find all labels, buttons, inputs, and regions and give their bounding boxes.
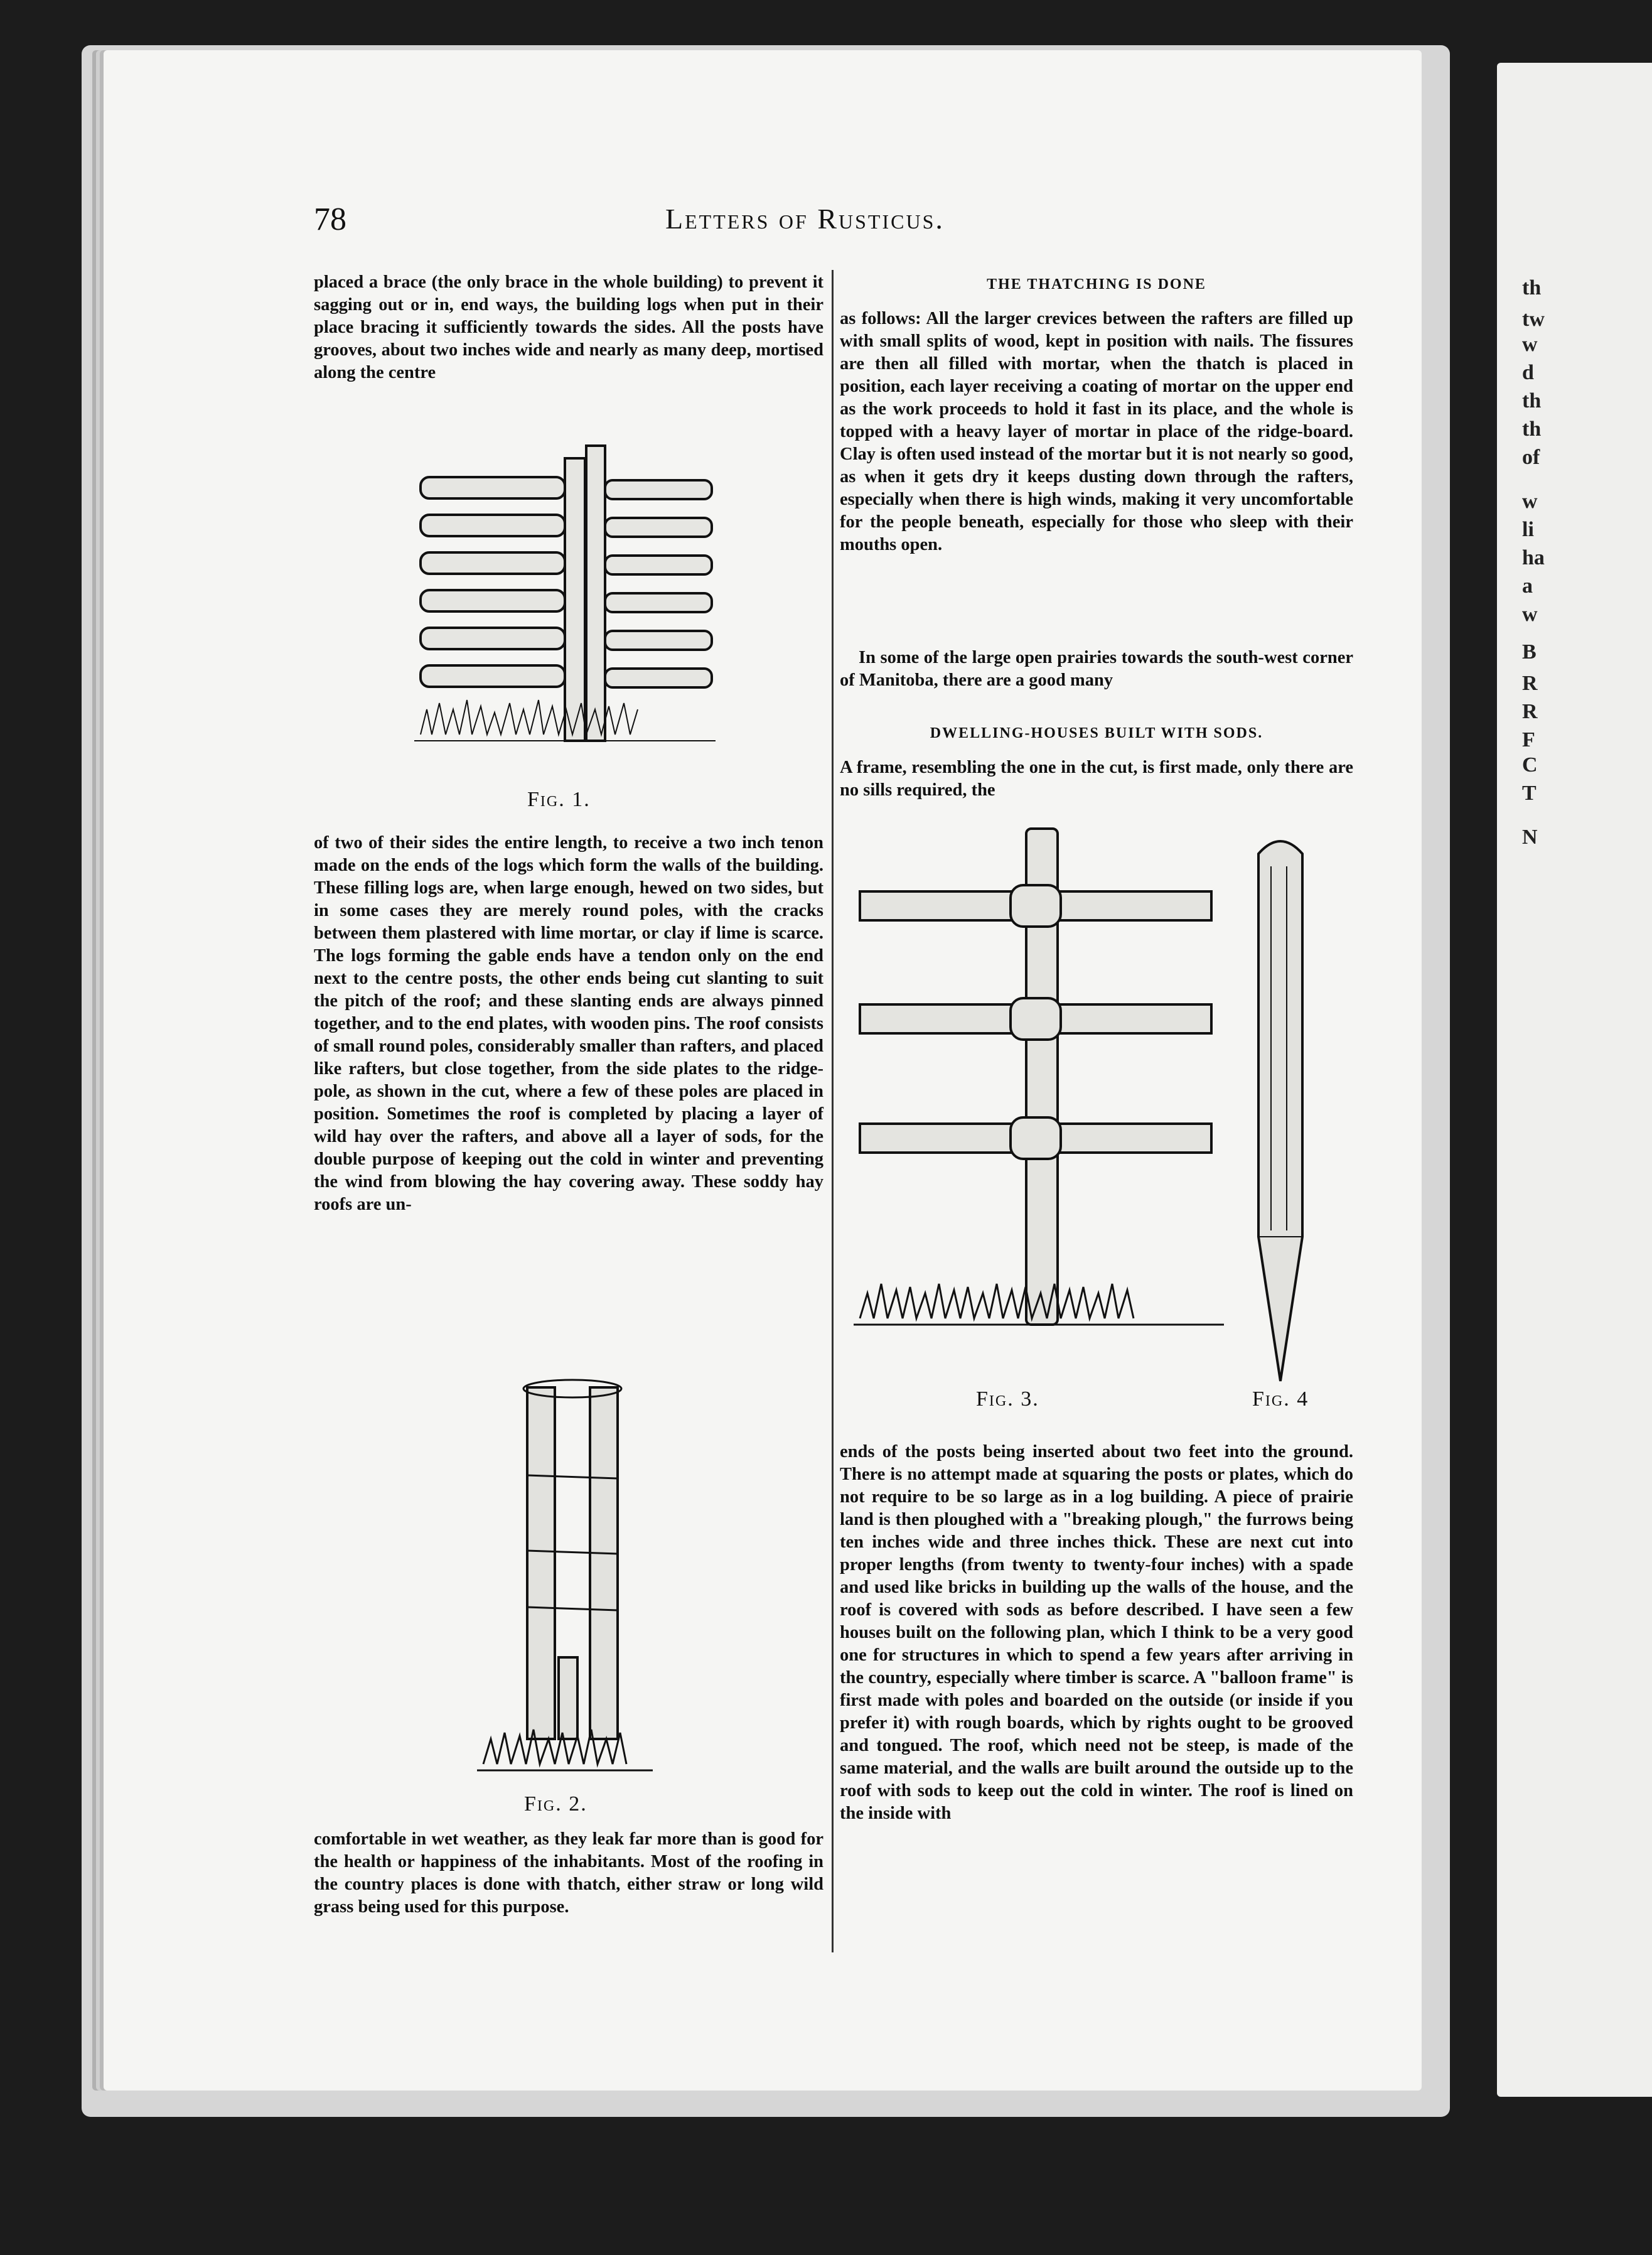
section-heading-thatching: THE THATCHING IS DONE <box>987 276 1206 293</box>
facing-page-text-fragment: d <box>1522 361 1534 384</box>
facing-page-text-fragment: w <box>1522 333 1538 356</box>
right-paragraph-3: A frame, resembling the one in the cut, is first made, only there are no sills required, the <box>840 758 1353 800</box>
facing-page-text-fragment: F <box>1522 728 1535 751</box>
running-head: Letters of Rusticus. <box>665 203 945 235</box>
facing-page-text-fragment: th <box>1522 276 1542 299</box>
figure-4-caption: Fig. 4 <box>1252 1387 1309 1411</box>
right-paragraph-2: In some of the large open prairies towards the south-west corner of Manitoba, there are a good many <box>840 648 1353 690</box>
facing-page-text-fragment: w <box>1522 490 1538 513</box>
facing-page-text-fragment: li <box>1522 518 1534 541</box>
right-paragraph-1: as follows: All the larger crevices between the rafters are filled up with small splits of wood, kept in position with nails. The fissures are then all filled with mortar, when the thatch is placed in position, each layer receiving a coating of mortar on the upper end as the work proceeds to hold it fast in its place, and the whole is topped with a heavy layer of mortar in place of the ridge-board. Clay is often used instead of the mortar but it is not nearly so good, as when it gets dry it keeps dusting down through the rafters, especially when there is high winds, making it very uncomfortable for the people beneath, especially for those who sleep with their mouths open. <box>840 309 1353 554</box>
figure-1-log-wall-corner <box>408 439 722 778</box>
left-paragraph-2: of two of their sides the entire length, to receive a two inch tenon made on the ends of the logs which form the walls of the building. These filling logs are, when large enough, hewed on two sides, but in some cases they are merely round poles, with the cracks between them plastered with lime mortar, or clay if lime is scarce. The logs forming the gable ends have a tendon only on the end next to the centre posts, the other ends being cut slanting to suit the pitch of the roof; and these slanting ends are always pinned together, and to the end plates, with wooden pins. The roof consists of small round poles, considerably smaller than rafters, and placed like rafters, but close together, from the side plates to the ridge-pole, as shown in the cut, where a few of these poles are placed in position. Sometimes the roof is completed by placing a layer of wild hay over the rafters, and above all a layer of sods, for the double purpose of keeping out the cold in winter and preventing the wind from blowing the hay covering away. These soddy hay roofs are un- <box>314 833 823 1214</box>
facing-page-text-fragment: th <box>1522 417 1542 441</box>
figure-3-post-and-rails <box>854 822 1230 1343</box>
left-paragraph-3: comfortable in wet weather, as they leak far more than is good for the health or happiness of the inhabitants. Most of the roofing in the country places is done with thatch, either straw or long wild grass being used for this purpose. <box>314 1829 823 1917</box>
facing-page-fragment <box>1497 63 1652 2097</box>
figure-1-caption: Fig. 1. <box>527 788 591 811</box>
facing-page-text-fragment: of <box>1522 446 1540 469</box>
section-heading-sod-houses: DWELLING-HOUSES BUILT WITH SODS. <box>930 725 1263 741</box>
facing-page-text-fragment: B <box>1522 640 1537 664</box>
right-paragraph-4: ends of the posts being inserted about two feet into the ground. There is no attempt made at squaring the posts or plates, which do not require to be so large as in a log building. A piece of prairie land is then ploughed with a "breaking plough," the furrows being ten inches wide and three inches thick. These are next cut into proper lengths (from twenty to twenty-four inches) with a spade and used like bricks in building up the walls of the house, and the roof is covered with sods as before described. I have seen a few houses built on the following plan, which I think to be a very good one for structures in which to spend a few years after arriving in the country, especially where timber is scarce. A "balloon frame" is first made with poles and boarded on the outside (or inside if you prefer it) with rough boards, which by rights ought to be grooved and tongued. The roof, which need not be steep, is made of the same material, and the walls are built around the outside up to the roof with sods to keep out the cold in winter. The roof is lined on the inside with <box>840 1442 1353 1823</box>
figure-2-caption: Fig. 2. <box>524 1792 587 1816</box>
facing-page-text-fragment: T <box>1522 782 1537 805</box>
facing-page-text-fragment: N <box>1522 826 1538 849</box>
figure-3-caption: Fig. 3. <box>976 1387 1039 1411</box>
figure-2-corner-post-hoops <box>458 1362 672 1789</box>
facing-page-text-fragment: R <box>1522 672 1538 695</box>
facing-page-text-fragment: th <box>1522 389 1542 412</box>
facing-page-text-fragment: ha <box>1522 546 1545 569</box>
page-header <box>314 201 1419 245</box>
facing-page-text-fragment: w <box>1522 603 1538 626</box>
figure-4-pointed-stake <box>1246 829 1315 1387</box>
facing-page-text-fragment: a <box>1522 574 1533 598</box>
column-divider <box>832 270 834 1952</box>
left-paragraph-1: placed a brace (the only brace in the whole building) to prevent it sagging out or in, end ways, the building logs when put in their place bracing it sufficiently towards the sides. All the posts have grooves, about two inches wide and nearly as many deep, mortised along the centre <box>314 272 823 382</box>
facing-page-text-fragment: tw <box>1522 308 1545 331</box>
page-number: 78 <box>314 202 346 237</box>
facing-page-text-fragment: R <box>1522 700 1538 723</box>
facing-page-text-fragment: C <box>1522 753 1538 777</box>
